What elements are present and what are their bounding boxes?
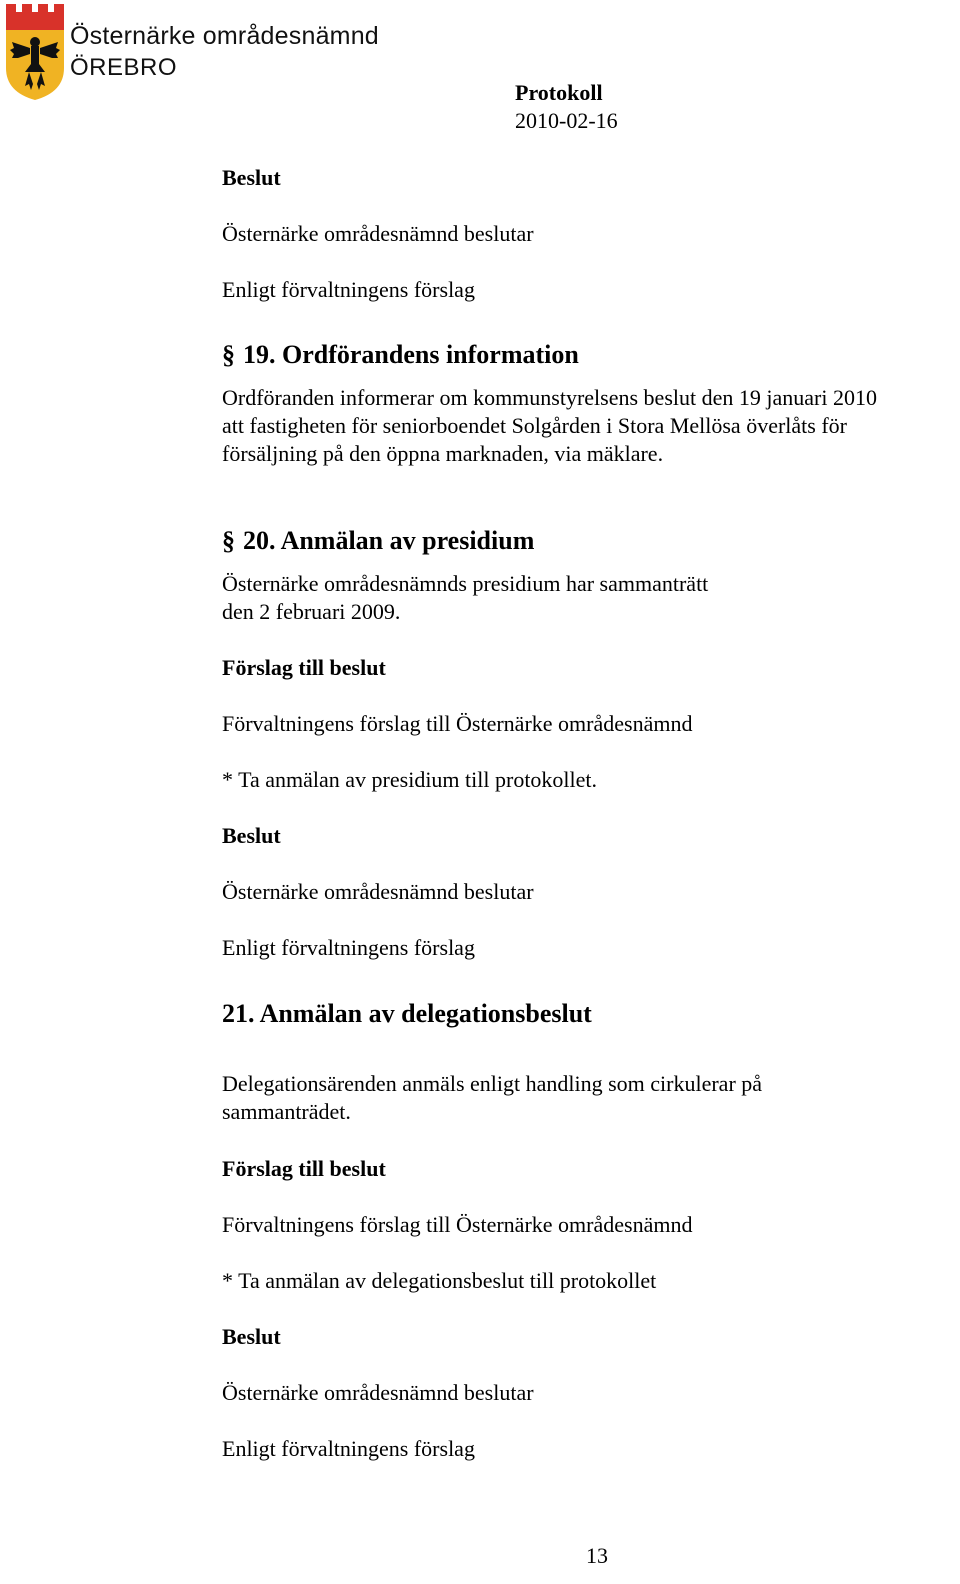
doc-type: Protokoll <box>515 80 603 105</box>
section-21-title: 21. Anmälan av delegationsbeslut <box>222 999 592 1028</box>
page-number: 13 <box>586 1543 608 1568</box>
decision-according: Enligt förvaltningens förslag <box>222 1436 475 1461</box>
proposal-to: Förvaltningens förslag till Östernärke områdesnämnd <box>222 1212 693 1237</box>
proposal-item: * Ta anmälan av presidium till protokollet. <box>222 767 598 792</box>
logo-city: ÖREBRO <box>70 54 178 81</box>
decision-according: Enligt förvaltningens förslag <box>222 277 475 302</box>
proposal-heading: Förslag till beslut <box>222 1156 386 1181</box>
doc-date: 2010-02-16 <box>515 108 618 133</box>
section-19-title: 19. Ordförandens information <box>243 340 579 369</box>
section-symbol: § <box>222 340 235 369</box>
decision-text: Östernärke områdesnämnd beslutar <box>222 221 534 246</box>
decision-according: Enligt förvaltningens förslag <box>222 935 475 960</box>
coat-of-arms-icon <box>4 2 66 102</box>
section-symbol: § <box>222 526 235 555</box>
section-19-body-line: att fastigheten för seniorboendet Solgården i Stora Mellösa överlåts för <box>222 413 847 438</box>
decision-text: Östernärke områdesnämnd beslutar <box>222 879 534 904</box>
decision-text: Östernärke områdesnämnd beslutar <box>222 1380 534 1405</box>
decision-heading: Beslut <box>222 823 281 848</box>
municipality-logo <box>4 2 394 102</box>
proposal-heading: Förslag till beslut <box>222 655 386 680</box>
section-20-body-line: den 2 februari 2009. <box>222 599 401 624</box>
decision-heading: Beslut <box>222 165 281 190</box>
proposal-to: Förvaltningens förslag till Östernärke områdesnämnd <box>222 711 693 736</box>
proposal-item: * Ta anmälan av delegationsbeslut till protokollet <box>222 1268 657 1293</box>
decision-heading: Beslut <box>222 1324 281 1349</box>
section-20-title: 20. Anmälan av presidium <box>243 526 535 555</box>
section-19-body-line: Ordföranden informerar om kommunstyrelsens beslut den 19 januari 2010 <box>222 385 877 410</box>
logo-org-name: Östernärke områdesnämnd <box>70 22 379 50</box>
section-19-body-line: försäljning på den öppna marknaden, via mäklare. <box>222 441 664 466</box>
section-21-body-line: sammanträdet. <box>222 1099 351 1124</box>
section-21-body-line: Delegationsärenden anmäls enligt handling som cirkulerar på <box>222 1071 763 1096</box>
section-20-body-line: Östernärke områdesnämnds presidium har sammanträtt <box>222 571 709 596</box>
